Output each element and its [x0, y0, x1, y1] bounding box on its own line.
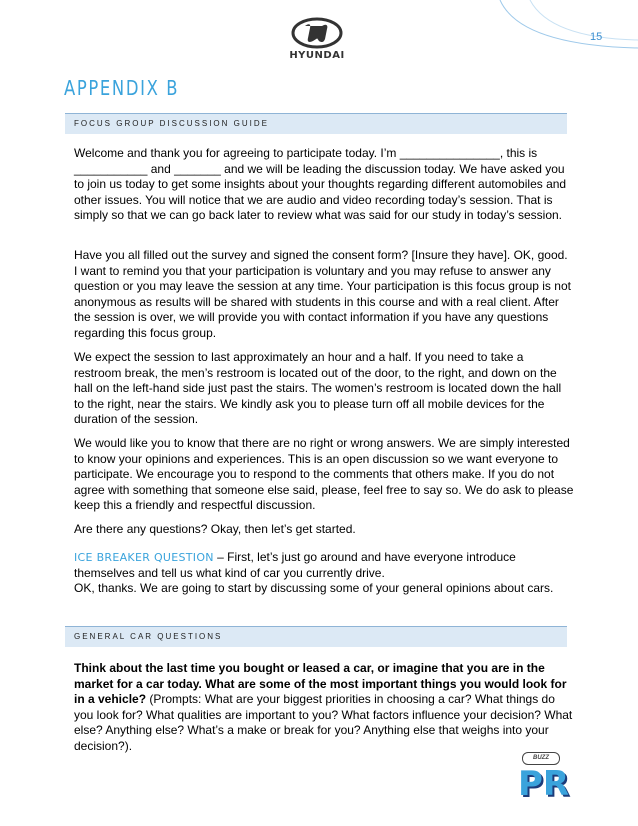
section-title: FOCUS GROUP DISCUSSION GUIDE	[74, 119, 269, 128]
car-question-bold: Think about the last time you bought or leased a car, or imagine that you are in the market for a car today. What are some of the most important things you would look for in a vehicle?	[74, 661, 567, 706]
welcome-paragraph: Welcome and thank you for agreeing to participate today. I’m _______________, this is ___________ and _______ and we will be leading the discussion today. We have asked you to join us today to get some insights about your thoughts regarding different automobiles and other issues. You will notice that we are audio and video recording today’s session. That is simply so that we can go back later to review what was said for our study in today’s session.	[74, 146, 567, 222]
consent-paragraph: Have you all filled out the survey and signed the consent form? [Insure they have]. OK, good. I want to remind you that your participation is voluntary and you may refuse to answer any question or you may leave the session at any time. Your participation is this focus group is not anonymous as results will be shared with students in this course and with a real client. After the session is over, we will provide you with contact information if you have any questions regarding this focus group.	[74, 248, 571, 340]
logistics-paragraph: We expect the session to last approximately an hour and a half. If you need to take a restroom break, the men’s restroom is located out of the door, to the right, and down on the hall on the left-hand side just past the stairs. The women’s restroom is located down the hall to the right, near the stairs. We kindly ask you to please turn off all mobile devices for the duration of the session.	[74, 350, 562, 426]
ground-rules-paragraph: We would like you to know that there are no right or wrong answers. We are simply interested to know your opinions and experiences. This is an open discussion so we want everyone to participate. We encourage you to respond to the comments that others make. If you do not agree with something that someone else said, please, feel free to say so. We do ask to please keep this a friendly and respectful discussion.	[74, 436, 574, 512]
page-number: 15	[590, 31, 603, 43]
ice-breaker-paragraph	[74, 550, 574, 597]
appendix-title: APPENDIX B	[64, 76, 180, 100]
brand-wordmark: HYUNDAI	[289, 50, 345, 61]
page-corner-decoration	[490, 0, 638, 60]
hyundai-emblem-icon	[278, 17, 356, 51]
car-question-prompts: (Prompts: What are your biggest priorities in choosing a car? What things do you look for? What qualities are important to you? What factors influence your decision? What else? Anything else? What’s a make or break for you? Anything else that weighs into your decision?).	[74, 692, 573, 753]
pr-text: PR	[518, 764, 570, 804]
buzz-text: BUZZ	[522, 752, 560, 765]
car-question-paragraph	[74, 661, 574, 754]
section-header-focus-group	[65, 113, 567, 134]
section-header-general-car	[65, 626, 567, 647]
questions-paragraph: Are there any questions? Okay, then let’s get started.	[74, 522, 356, 536]
hyundai-logo	[278, 17, 356, 65]
ice-breaker-text: – First, let’s just go around and have everyone introduce themselves and tell us what kind of car you currently drive.	[74, 550, 516, 580]
ice-breaker-label: ICE BREAKER QUESTION	[74, 551, 214, 564]
ice-breaker-followup: OK, thanks. We are going to start by discussing some of your general opinions about cars.	[74, 581, 554, 595]
buzz-pr-logo	[516, 752, 570, 810]
section-title: GENERAL CAR QUESTIONS	[74, 632, 223, 641]
